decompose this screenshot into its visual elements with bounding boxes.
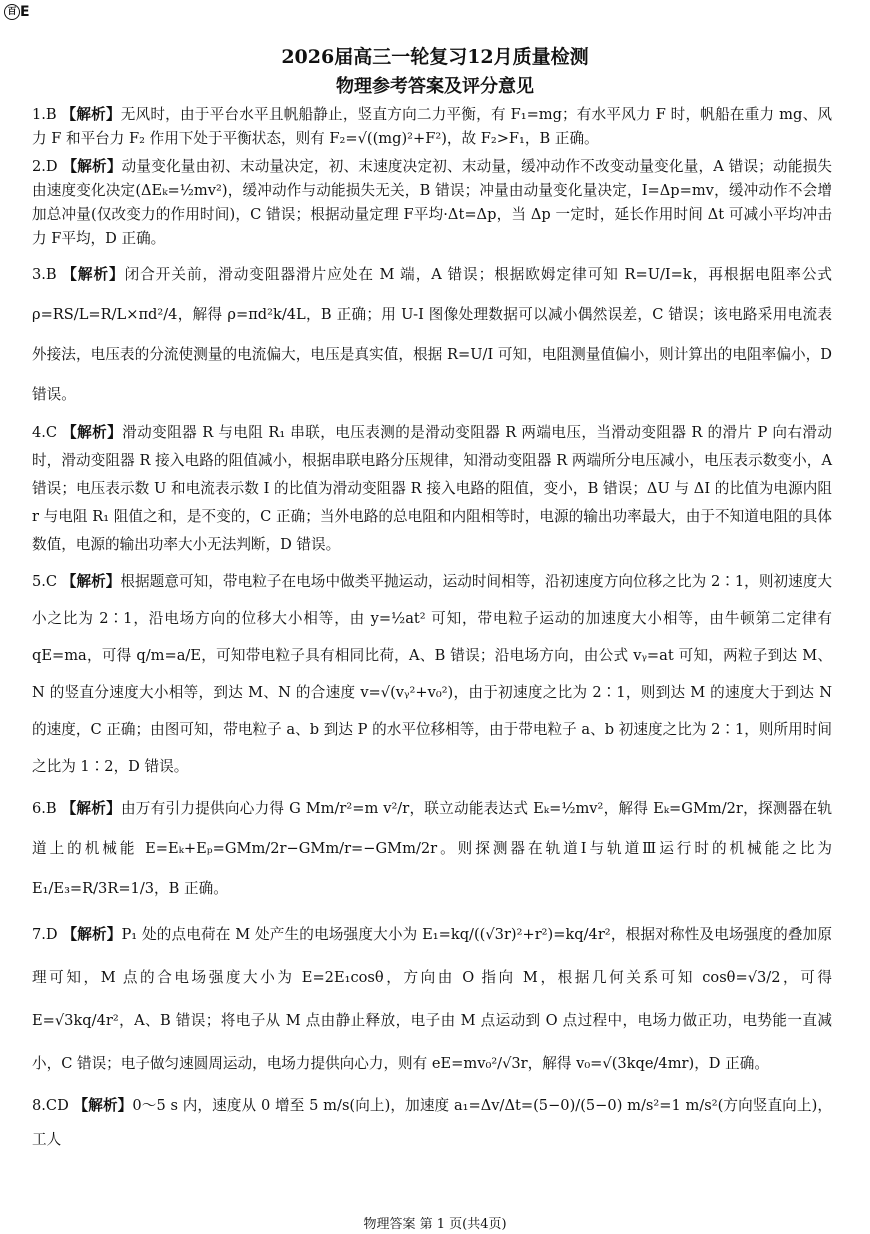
answer-item-8: 8.CD 【解析】0～5 s 内，速度从 0 增至 5 m/s(向上)，加速度 a₁=Δv/Δt=(5−0)/(5−0) m/s²=1 m/s²(方向竖直向上)，工人 bbox=[32, 1097, 832, 1148]
answer-item-2: 2.D 【解析】动量变化量由初、末动量决定，初、末速度决定初、末动量，缓冲动作不改变动量变化量，A 错误；动能损失由速度变化决定(ΔEₖ=½mv²)，缓冲动作与动能损失无关，B 错误；冲量由动量变化量决定，I=Δp=mv，缓冲动作不会增加总冲量(仅改变力的作用时间)，C 错误；根据动量定理 F平均·Δt=Δp，当 Δp 一定时，延长作用时间 Δt 可减小平均冲击力 F平均，D 正确。 bbox=[32, 158, 832, 247]
answer-item-7: 7.D 【解析】P₁ 处的点电荷在 M 处产生的电场强度大小为 E₁=kq/((√3r)²+r²)=kq/4r²，根据对称性及电场强度的叠加原理可知，M 点的合电场强度大小为 E=2E₁cosθ，方向由 O 指向 M，根据几何关系可知 cosθ=√3/2，可得 E=√3kq/4r²，A、B 错误；将电子从 M 点由静止释放，电子由 M 点运动到 O 点过程中，电场力做正功，电势能一直减小，C 错误；电子做匀速圆周运动，电场力提供向心力，则有 eE=mv₀²/√3r，解得 v₀=√(3kqe/4mr)，D 正确。 bbox=[32, 926, 832, 1072]
answer-item-1: 1.B 【解析】无风时，由于平台水平且帆船静止，竖直方向二力平衡，有 F₁=mg；有水平风力 F 时，帆船在重力 mg、风力 F 和平台力 F₂ 作用下处于平衡状态，则有 F₂=√((mg)²+F²)，故 F₂>F₁，B 正确。 bbox=[32, 106, 832, 147]
publisher-logo: 百 E bbox=[4, 4, 32, 24]
answer-list bbox=[32, 103, 832, 1161]
answer-item-6: 6.B 【解析】由万有引力提供向心力得 G Mm/r²=m v²/r，联立动能表达式 Eₖ=½mv²，解得 Eₖ=GMm/2r，探测器在轨道上的机械能 E=Eₖ+Eₚ=GMm/2r−GMm/r=−GMm/2r。则探测器在轨道Ⅰ与轨道Ⅲ运行时的机械能之比为 E₁/E₃=R/3R=1/3，B 正确。 bbox=[32, 800, 832, 897]
page-subtitle: 物理参考答案及评分意见 bbox=[336, 76, 534, 97]
page-footer: 物理答案 第 1 页(共4页) bbox=[363, 1217, 507, 1232]
answer-item-4: 4.C 【解析】滑动变阻器 R 与电阻 R₁ 串联，电压表测的是滑动变阻器 R 两端电压，当滑动变阻器 R 的滑片 P 向右滑动时，滑动变阻器 R 接入电路的阻值减小，根据串联电路分压规律，知滑动变阻器 R 两端所分电压减小，电压表示数变小，A 错误；电压表示数 U 和电流表示数 I 的比值为滑动变阻器 R 接入电路的阻值，变小，B 错误；ΔU 与 ΔI 的比值为电源内阻 r 与电阻 R₁ 阻值之和，是不变的，C 正确；当外电路的总电阻和内阻相等时，电源的输出功率最大，由于不知道电阻的具体数值，电源的输出功率大小无法判断，D 错误。 bbox=[32, 424, 832, 553]
answer-item-3: 3.B 【解析】闭合开关前，滑动变阻器滑片应处在 M 端，A 错误；根据欧姆定律可知 R=U/I=k，再根据电阻率公式 ρ=RS/L=R/L×πd²/4，解得 ρ=πd²k/4L，B 正确；用 U-I 图像处理数据可以减小偶然误差，C 错误；该电路采用电流表外接法，电压表的分流使测量的电流偏大，电压是真实值，根据 R=U/I 可知，电阻测量值偏小，则计算出的电阻率偏小，D 错误。 bbox=[32, 266, 832, 403]
logo-icon: 百 bbox=[4, 4, 20, 20]
answer-item-5: 5.C 【解析】根据题意可知，带电粒子在电场中做类平抛运动，运动时间相等，沿初速度方向位移之比为 2∶1，则初速度大小之比为 2∶1，沿电场方向的位移大小相等，由 y=½at² 可知，带电粒子运动的加速度大小相等，由牛顿第二定律有 qE=ma，可得 q/m=a/E，可知带电粒子具有相同比荷，A、B 错误；沿电场方向，由公式 vᵧ=at 可知，两粒子到达 M、N 的竖直分速度大小相等，到达 M、N 的合速度 v=√(vᵧ²+v₀²)，由于初速度之比为 2∶1，则到达 M 的速度大于到达 N 的速度，C 正确；由图可知，带电粒子 a、b 到达 P 的水平位移相等，由于带电粒子 a、b 初速度之比为 2∶1，则所用时间之比为 1∶2，D 错误。 bbox=[32, 573, 832, 775]
page-title: 2026届高三一轮复习12月质量检测 bbox=[281, 46, 589, 68]
